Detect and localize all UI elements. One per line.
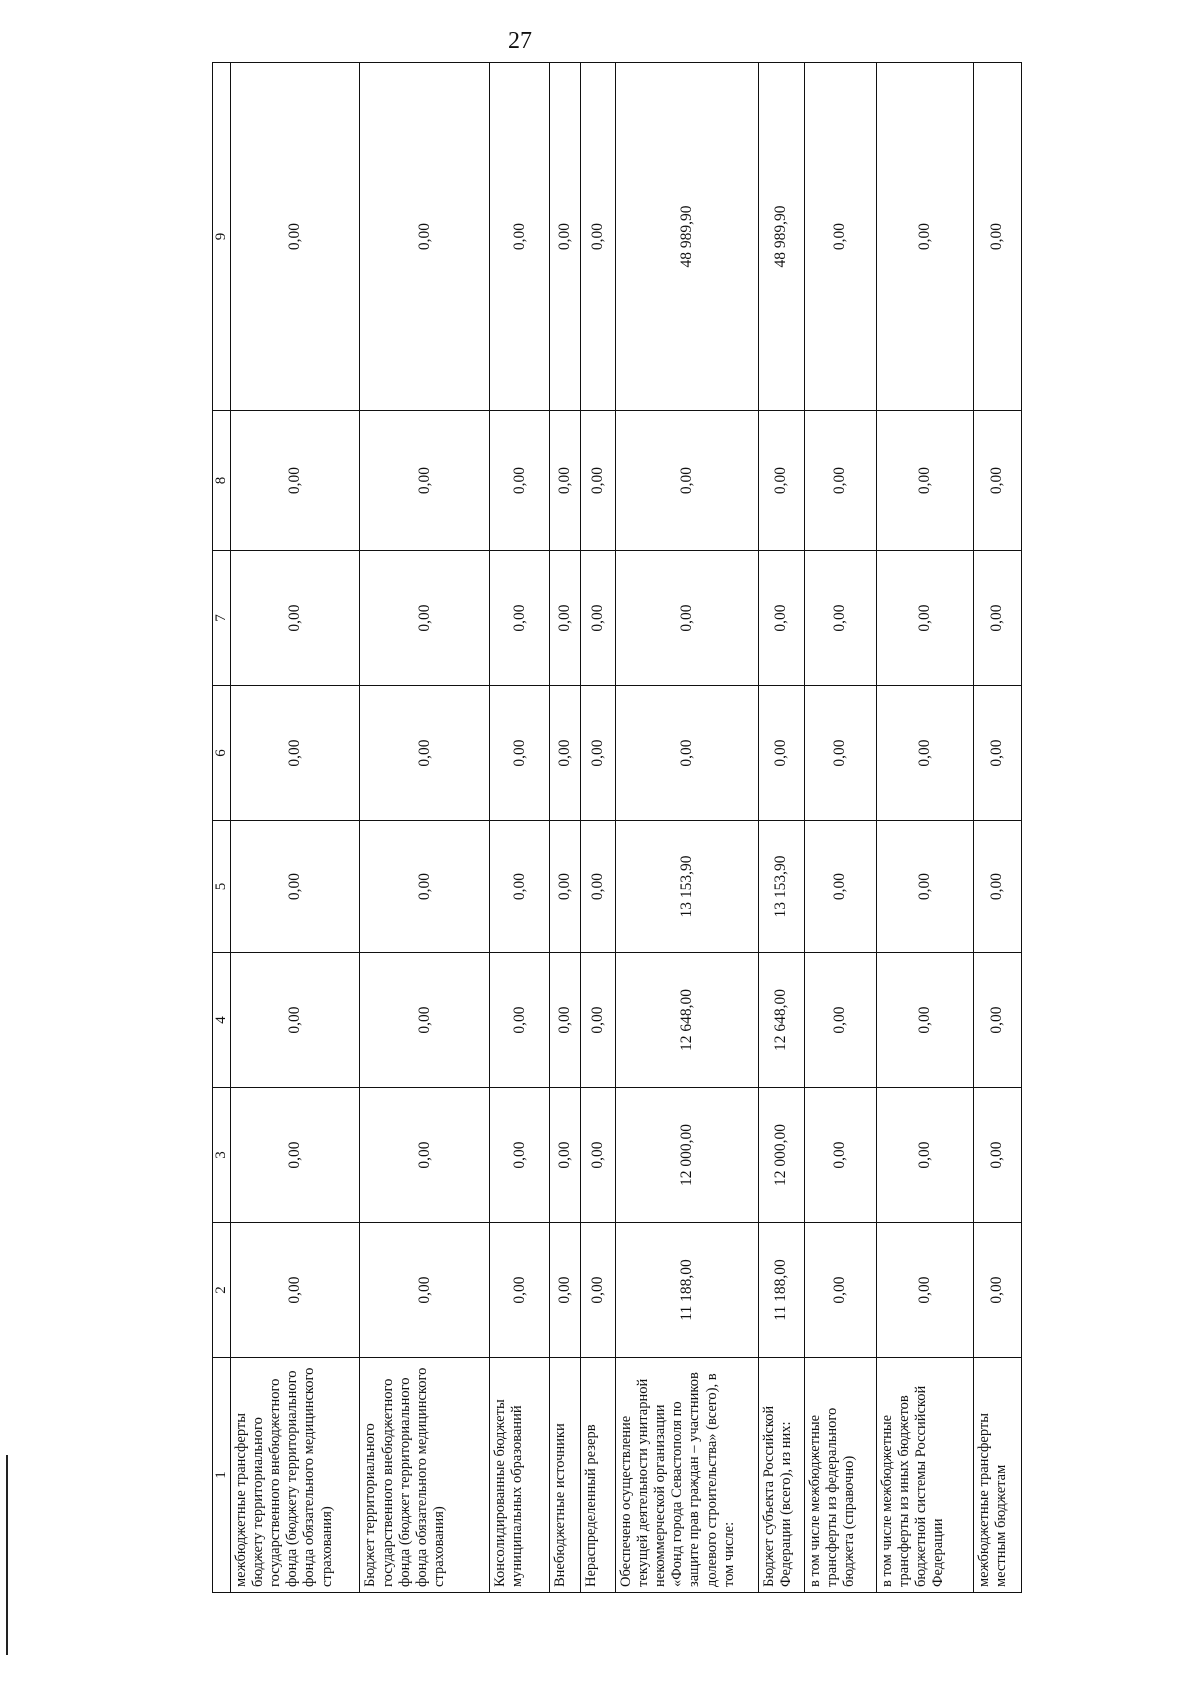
row-label: межбюджетные трансферты бюджету территориального государственного внебюджетного фонда (бюджету территориального фонда обязательного медицинского страхования): [231, 1358, 360, 1593]
table-cell: 0,00: [580, 63, 615, 411]
column-header: 3: [213, 1088, 231, 1223]
page-number: 27: [508, 28, 532, 54]
table-cell: 12 648,00: [758, 953, 804, 1088]
table-cell: 0,00: [360, 1223, 489, 1358]
table-cell: 0,00: [489, 1088, 549, 1223]
table-cell: 0,00: [616, 411, 759, 551]
row-label: Консолидированные бюджеты муниципальных образований: [489, 1358, 549, 1593]
table-cell: 0,00: [973, 686, 1021, 821]
table-cell: 0,00: [360, 686, 489, 821]
table-cell: 0,00: [877, 1223, 974, 1358]
table-row: [973, 63, 1021, 1593]
table-cell: 0,00: [804, 953, 876, 1088]
table-cell: 0,00: [550, 686, 581, 821]
row-label: Бюджет территориального государственного внебюджетного фонда (бюджет территориального фонда обязательного медицинского страхования): [360, 1358, 489, 1593]
table-cell: 0,00: [758, 551, 804, 686]
table-cell: 0,00: [973, 1223, 1021, 1358]
table-cell: 0,00: [360, 551, 489, 686]
table-cell: 0,00: [550, 953, 581, 1088]
table-cell: 0,00: [231, 821, 360, 953]
table-cell: 12 000,00: [616, 1088, 759, 1223]
row-label: Обеспечено осуществление текущей деятельности унитарной некоммерческой организации «Фонд города Севастополя по защите прав граждан – участников долевого строительства» (всего), в том числе:: [616, 1358, 759, 1593]
table-cell: 0,00: [877, 953, 974, 1088]
table-cell: 48 989,90: [616, 63, 759, 411]
table-cell: 0,00: [973, 953, 1021, 1088]
table-cell: 0,00: [489, 411, 549, 551]
table-row: [580, 63, 615, 1593]
column-header: 5: [213, 821, 231, 953]
table-cell: 0,00: [804, 1088, 876, 1223]
table-cell: 0,00: [550, 821, 581, 953]
table-cell: 0,00: [231, 1223, 360, 1358]
table-cell: 0,00: [550, 551, 581, 686]
table-cell: 0,00: [973, 411, 1021, 551]
table-cell: 0,00: [231, 411, 360, 551]
table-cell: 0,00: [804, 686, 876, 821]
table-cell: 0,00: [580, 953, 615, 1088]
column-header: 9: [213, 63, 231, 411]
table-cell: 0,00: [580, 1088, 615, 1223]
table-cell: 0,00: [804, 551, 876, 686]
column-header: 4: [213, 953, 231, 1088]
table-cell: 12 648,00: [616, 953, 759, 1088]
table-cell: 0,00: [360, 1088, 489, 1223]
table-row: [231, 63, 360, 1593]
table-cell: 0,00: [877, 63, 974, 411]
column-header: 8: [213, 411, 231, 551]
table-cell: 48 989,90: [758, 63, 804, 411]
table-cell: 11 188,00: [616, 1223, 759, 1358]
table-cell: 0,00: [231, 686, 360, 821]
table-cell: 0,00: [360, 821, 489, 953]
table-cell: 0,00: [360, 63, 489, 411]
table-row: [489, 63, 549, 1593]
table-cell: 0,00: [758, 411, 804, 551]
table-cell: 0,00: [489, 1223, 549, 1358]
column-header: 1: [213, 1358, 231, 1593]
table-cell: 0,00: [580, 686, 615, 821]
table-cell: 0,00: [580, 411, 615, 551]
table-cell: 0,00: [877, 821, 974, 953]
table-cell: 0,00: [550, 1088, 581, 1223]
table-row: [877, 63, 974, 1593]
header-row: [213, 63, 231, 1593]
table-cell: 0,00: [616, 686, 759, 821]
table-cell: 0,00: [804, 63, 876, 411]
table-cell: 0,00: [550, 1223, 581, 1358]
table-cell: 0,00: [489, 821, 549, 953]
table-cell: 0,00: [804, 1223, 876, 1358]
table-cell: 0,00: [877, 551, 974, 686]
table-cell: 13 153,90: [758, 821, 804, 953]
table-row: [804, 63, 876, 1593]
table-cell: 0,00: [804, 821, 876, 953]
table-cell: 0,00: [231, 953, 360, 1088]
table-row: [758, 63, 804, 1593]
row-label: Внебюджетные источники: [550, 1358, 581, 1593]
table-cell: 0,00: [580, 551, 615, 686]
table-cell: 0,00: [973, 821, 1021, 953]
table-cell: 0,00: [877, 686, 974, 821]
table-cell: 0,00: [231, 551, 360, 686]
table-cell: 0,00: [973, 63, 1021, 411]
table-cell: 0,00: [616, 551, 759, 686]
table-cell: 0,00: [973, 551, 1021, 686]
table-cell: 0,00: [550, 63, 581, 411]
column-header: 6: [213, 686, 231, 821]
table-cell: 11 188,00: [758, 1223, 804, 1358]
margin-line: [6, 1455, 8, 1655]
column-header: 2: [213, 1223, 231, 1358]
table-row: [616, 63, 759, 1593]
table-cell: 0,00: [877, 411, 974, 551]
table-cell: 13 153,90: [616, 821, 759, 953]
table-cell: 0,00: [580, 821, 615, 953]
table-cell: 0,00: [489, 551, 549, 686]
table-cell: 0,00: [758, 686, 804, 821]
table-cell: 0,00: [489, 63, 549, 411]
row-label: Нераспределенный резерв: [580, 1358, 615, 1593]
table-cell: 0,00: [360, 953, 489, 1088]
table-cell: 0,00: [231, 1088, 360, 1223]
row-label: в том числе межбюджетные трансферты из иных бюджетов бюджетной системы Российской Федерации: [877, 1358, 974, 1593]
table-cell: 0,00: [973, 1088, 1021, 1223]
row-label: в том числе межбюджетные трансферты из федерального бюджета (справочно): [804, 1358, 876, 1593]
table-cell: 12 000,00: [758, 1088, 804, 1223]
table-cell: 0,00: [360, 411, 489, 551]
table-cell: 0,00: [231, 63, 360, 411]
table-row: [550, 63, 581, 1593]
table-cell: 0,00: [877, 1088, 974, 1223]
budget-table: [212, 62, 1022, 1593]
row-label: Бюджет субъекта Российской Федерации (всего), из них:: [758, 1358, 804, 1593]
table-cell: 0,00: [804, 411, 876, 551]
rotated-table-wrapper: [212, 63, 1022, 1593]
table-row: [360, 63, 489, 1593]
table-cell: 0,00: [489, 686, 549, 821]
column-header: 7: [213, 551, 231, 686]
table-cell: 0,00: [489, 953, 549, 1088]
table-cell: 0,00: [580, 1223, 615, 1358]
row-label: межбюджетные трансферты местным бюджетам: [973, 1358, 1021, 1593]
table-cell: 0,00: [550, 411, 581, 551]
